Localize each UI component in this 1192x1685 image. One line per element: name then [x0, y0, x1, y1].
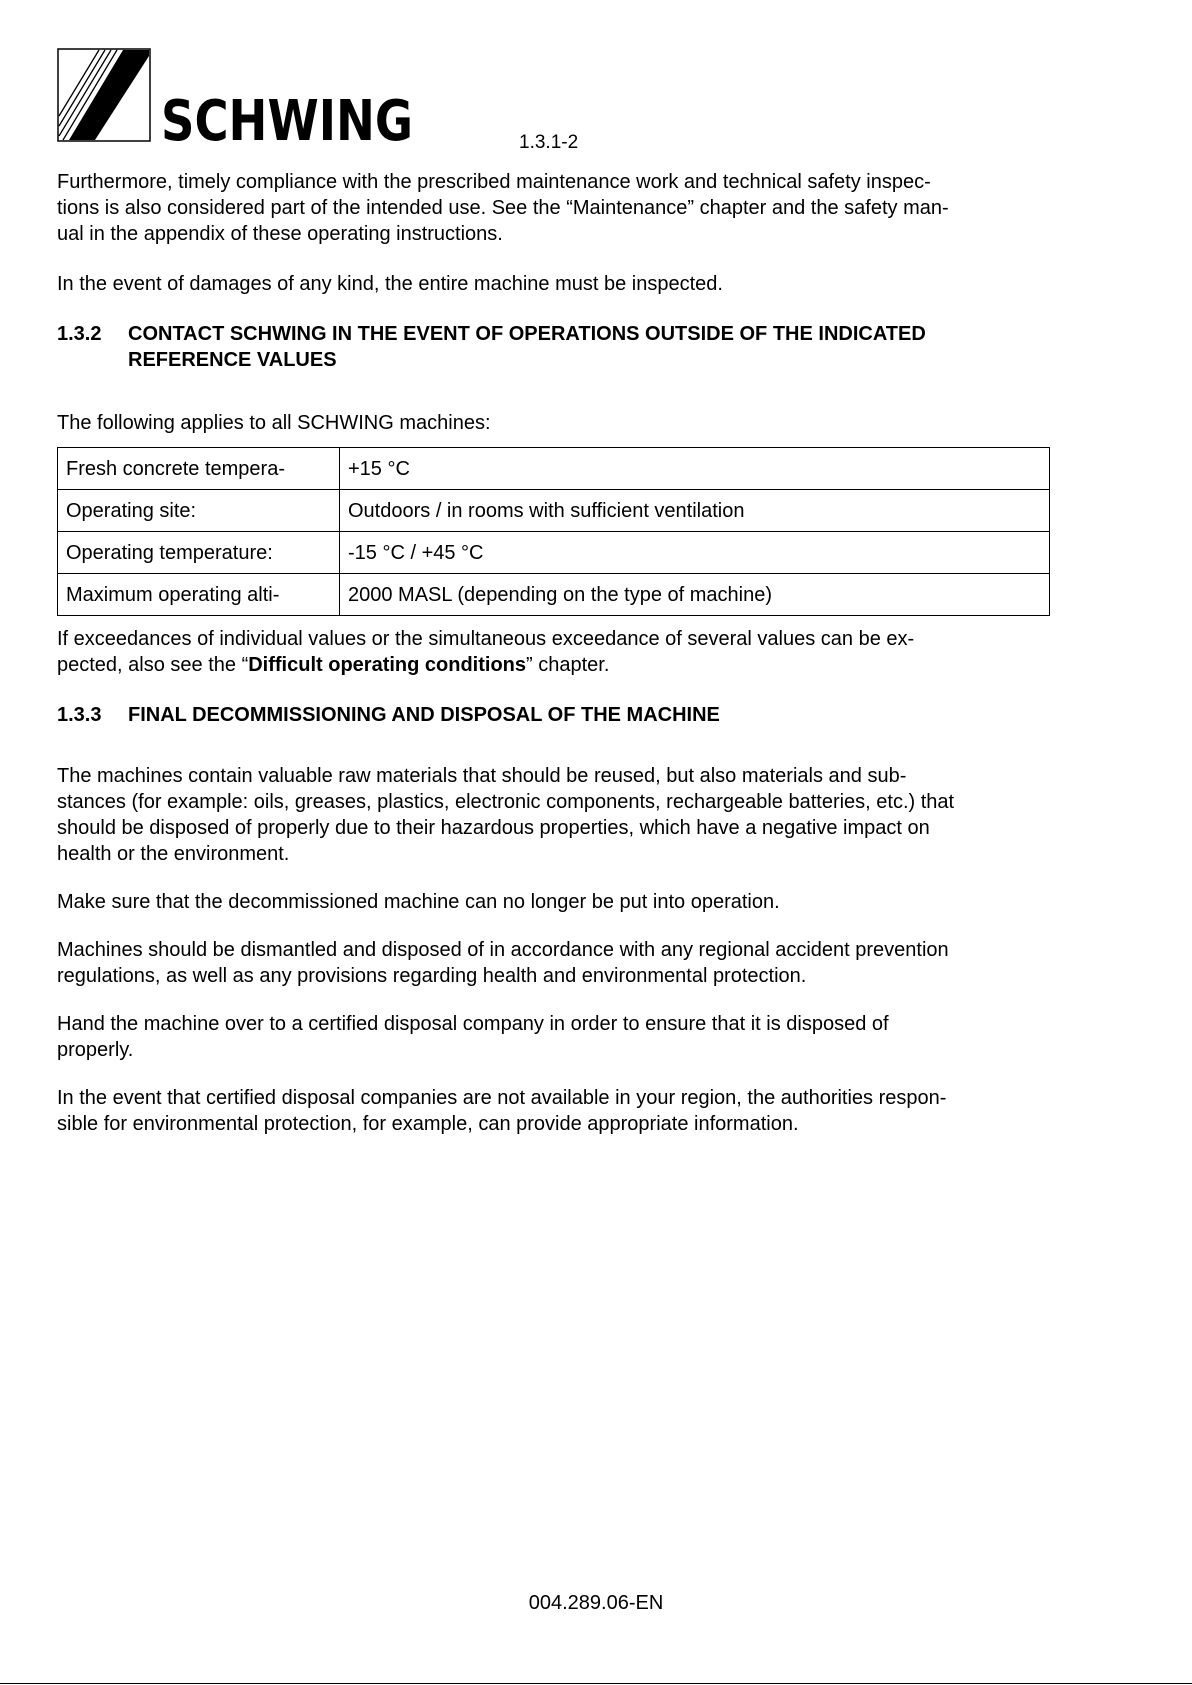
table-cell-value: +15 °C: [340, 448, 1050, 490]
intro-line: Furthermore, timely compliance with the prescribed maintenance work and technical safety inspec-: [57, 171, 931, 193]
table-cell-value: -15 °C / +45 °C: [340, 532, 1050, 574]
table-row: [58, 490, 1050, 532]
section-title-line: REFERENCE VALUES: [128, 349, 337, 371]
paragraph-line: properly.: [57, 1039, 134, 1061]
section-heading-1-3-2: [57, 321, 1057, 373]
section-lead: The following applies to all SCHWING machines:: [57, 412, 491, 434]
intro-line: tions is also considered part of the intended use. See the “Maintenance” chapter and the safety man-: [57, 197, 949, 219]
table-cell-value: 2000 MASL (depending on the type of machine): [340, 574, 1050, 616]
paragraph-line: should be disposed of properly due to their hazardous properties, which have a negative impact on: [57, 817, 930, 839]
section-title: [128, 321, 1057, 373]
section-heading-1-3-3: [57, 702, 1057, 728]
schwing-logo-mark-icon: [57, 48, 422, 154]
table-cell-label: Fresh concrete tempera-: [58, 448, 340, 490]
intro-line: ual in the appendix of these operating instructions.: [57, 223, 503, 245]
note-text: pected, also see the “: [57, 654, 249, 676]
chapter-reference: Difficult operating conditions: [248, 654, 526, 676]
paragraph-line: The machines contain valuable raw materials that should be reused, but also materials and sub-: [57, 765, 907, 787]
disposal-paragraph-5: [57, 1085, 1057, 1137]
table-row: [58, 532, 1050, 574]
disposal-paragraph-2: Make sure that the decommissioned machine can no longer be put into operation.: [57, 891, 780, 913]
document-body: [57, 169, 1057, 1137]
table-cell-label: Operating site:: [58, 490, 340, 532]
svg-text:SCHWING: SCHWING: [161, 89, 413, 154]
exceedance-note: [57, 626, 1057, 678]
paragraph-line: stances (for example: oils, greases, plastics, electronic components, rechargeable batteries, etc.) that: [57, 791, 955, 813]
table-cell-label: Maximum operating alti-: [58, 574, 340, 616]
paragraph-line: Hand the machine over to a certified disposal company in order to ensure that it is disposed of: [57, 1013, 889, 1035]
table-row: [58, 574, 1050, 616]
intro-paragraph-1: [57, 169, 1057, 247]
disposal-paragraph-4: [57, 1011, 1057, 1063]
paragraph-line: sible for environmental protection, for example, can provide appropriate information.: [57, 1113, 799, 1135]
page-reference: 1.3.1-2: [519, 132, 579, 153]
disposal-paragraph-3: [57, 937, 1057, 989]
note-text: ” chapter.: [526, 654, 610, 676]
table-cell-value: Outdoors / in rooms with sufficient ventilation: [340, 490, 1050, 532]
paragraph-line: regulations, as well as any provisions regarding health and environmental protection.: [57, 965, 807, 987]
section-number: 1.3.3: [57, 704, 102, 726]
schwing-logo: [57, 48, 422, 154]
note-line: If exceedances of individual values or the simultaneous exceedance of several values can be ex-: [57, 628, 915, 650]
section-number: 1.3.2: [57, 323, 102, 345]
table-row: [58, 448, 1050, 490]
document-number: 004.289.06-EN: [528, 1592, 664, 1614]
table-cell-label: Operating temperature:: [58, 532, 340, 574]
bottom-divider: [0, 1683, 1192, 1684]
section-title-line: CONTACT SCHWING IN THE EVENT OF OPERATIONS OUTSIDE OF THE INDICATED: [128, 323, 926, 345]
section-title: FINAL DECOMMISSIONING AND DISPOSAL OF THE MACHINE: [128, 704, 720, 726]
disposal-paragraph-1: [57, 763, 1057, 867]
paragraph-line: Machines should be dismantled and disposed of in accordance with any regional accident prevention: [57, 939, 949, 961]
paragraph-line: In the event that certified disposal companies are not available in your region, the authorities respon-: [57, 1087, 947, 1109]
paragraph-line: health or the environment.: [57, 843, 290, 865]
intro-paragraph-2: In the event of damages of any kind, the entire machine must be inspected.: [57, 273, 723, 295]
reference-values-table: [57, 447, 1050, 616]
